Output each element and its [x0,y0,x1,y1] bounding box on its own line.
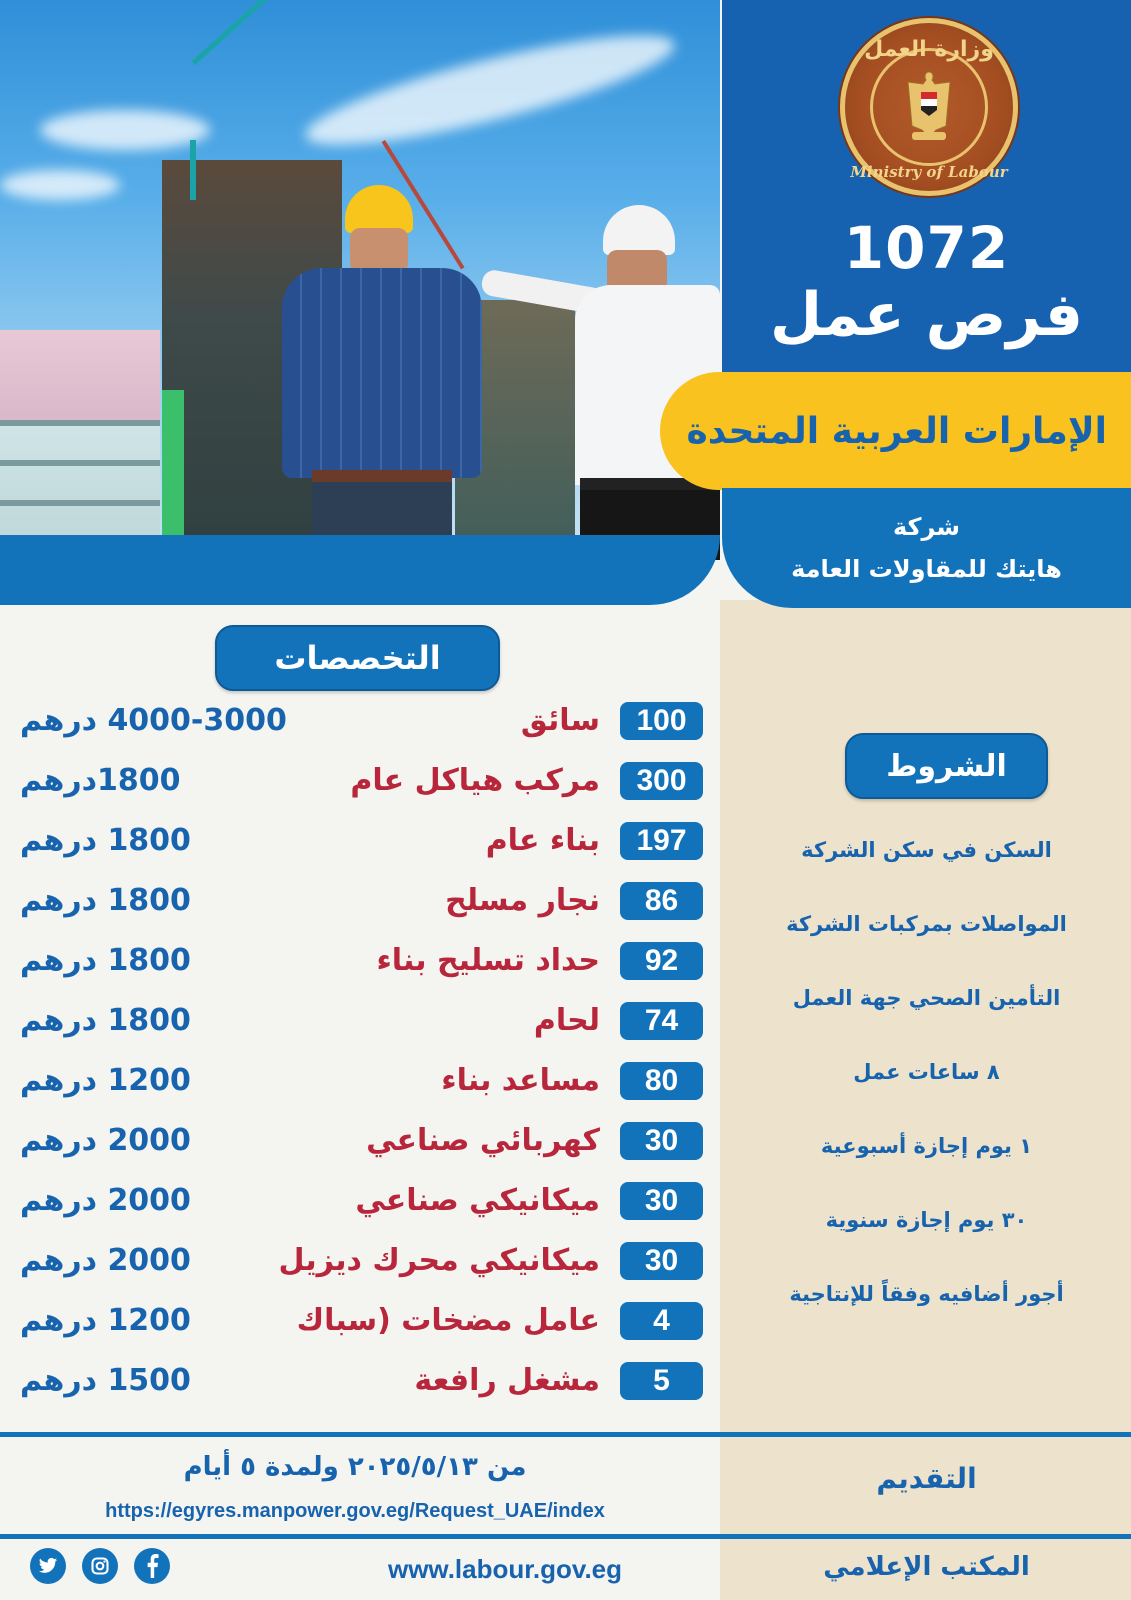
apply-label: التقديم [876,1462,977,1495]
job-title: حداد تسليح بناء [376,943,600,978]
eagle-emblem-icon [898,68,960,146]
ministry-logo [840,18,1018,196]
specialty-row [0,1058,710,1104]
company-panel [722,488,1131,608]
vacancy-count-badge: 5 [620,1362,703,1400]
logo-arabic-text: وزارة العمل [864,37,994,62]
job-count: 1072 [843,214,1010,282]
apply-link[interactable]: https://egyres.manpower.gov.eg/Request_UAE/index [105,1500,605,1522]
condition-item: ٨ ساعات عمل [853,1060,1000,1084]
job-title: لحام [533,1003,600,1038]
vacancy-count-badge: 30 [620,1242,703,1280]
divider [0,1534,1131,1539]
vacancy-count-badge: 197 [620,822,703,860]
salary: 1800 درهم [20,823,191,858]
job-title: نجار مسلح [445,883,600,918]
job-title: مركب هياكل عام [350,763,600,798]
salary: 1800 درهم [20,883,191,918]
facebook-icon[interactable] [134,1548,170,1584]
specialty-row [0,938,710,984]
vacancy-count-badge: 80 [620,1062,703,1100]
condition-item: ١ يوم إجازة أسبوعية [820,1134,1033,1158]
specialty-row [0,878,710,924]
worker-yellow-helmet [345,185,413,233]
specialty-row [0,1178,710,1224]
salary: 4000-3000 درهم [20,703,287,738]
salary: 1800 درهم [20,1003,191,1038]
website-link[interactable]: www.labour.gov.eg [387,1554,623,1584]
condition-item: السكن في سكن الشركة [801,838,1052,862]
salary: 1800درهم [20,763,181,798]
vacancy-count-badge: 74 [620,1002,703,1040]
job-count-label: فرص عمل [770,280,1083,350]
vacancy-count-badge: 86 [620,882,703,920]
salary: 1800 درهم [20,943,191,978]
specialty-row [0,818,710,864]
conditions-heading-label: الشروط [886,748,1007,784]
company-prefix: شركة [892,513,961,541]
specialty-row [0,998,710,1044]
condition-item: أجور أضافيه وفقاً للإنتاجية [789,1282,1064,1306]
condition-item: التأمين الصحي جهة العمل [792,986,1061,1010]
vacancy-count-badge: 92 [620,942,703,980]
media-office-label: المكتب الإعلامي [823,1552,1030,1582]
condition-item: المواصلات بمركبات الشركة [786,912,1067,936]
job-title: كهربائي صناعي [366,1123,600,1158]
job-title: بناء عام [485,823,600,858]
salary: 1200 درهم [20,1303,191,1338]
salary: 1200 درهم [20,1063,191,1098]
vacancy-count-badge: 4 [620,1302,703,1340]
job-title: سائق [520,703,600,738]
job-title: مشغل رافعة [414,1363,600,1398]
photo-bottom-band [0,535,720,605]
instagram-icon[interactable] [82,1548,118,1584]
specialties-heading-label: التخصصات [274,639,441,677]
job-title: ميكانيكي صناعي [355,1183,600,1218]
vacancy-count-badge: 300 [620,762,703,800]
vacancy-count-badge: 30 [620,1182,703,1220]
twitter-icon[interactable] [30,1548,66,1584]
salary: 2000 درهم [20,1123,191,1158]
salary: 2000 درهم [20,1183,191,1218]
construction-photo [0,0,720,560]
worker-white-helmet [603,205,675,255]
salary: 1500 درهم [20,1363,191,1398]
country-banner [660,372,1131,490]
job-title: عامل مضخات (سباك [296,1303,600,1338]
condition-item: ٣٠ يوم إجازة سنوية [825,1208,1028,1232]
job-title: مساعد بناء [441,1063,600,1098]
company-name: هايتك للمقاولات العامة [791,555,1062,583]
vacancy-count-badge: 30 [620,1122,703,1160]
salary: 2000 درهم [20,1243,191,1278]
specialty-row [0,1118,710,1164]
specialty-row [0,1298,710,1344]
specialty-row [0,1358,710,1404]
specialty-row [0,758,710,804]
country-name: الإمارات العربية المتحدة [686,410,1107,452]
specialties-heading [215,625,500,691]
job-title: ميكانيكي محرك ديزيل [278,1243,600,1278]
specialty-row [0,698,710,744]
conditions-heading [845,733,1048,799]
logo-english-text: Ministry of Labour [850,163,1008,181]
apply-period: من ٢٠٢٥/٥/١٣ ولمدة ٥ أيام [183,1452,527,1482]
specialty-row [0,1238,710,1284]
vacancy-count-badge: 100 [620,702,703,740]
divider [0,1432,1131,1437]
